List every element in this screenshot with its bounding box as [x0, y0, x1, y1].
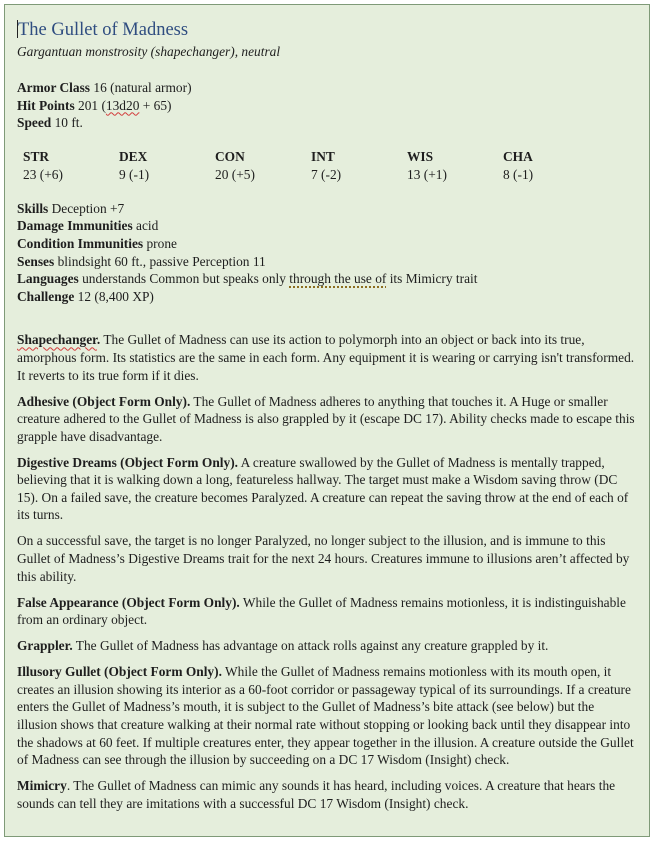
- ability-wis: [407, 148, 503, 184]
- armor-class-value: 16 (natural armor): [90, 80, 192, 95]
- languages-value-end: its Mimicry trait: [386, 271, 478, 287]
- challenge: [17, 288, 637, 306]
- trait-adhesive: [17, 393, 637, 446]
- ability-name: INT: [311, 148, 335, 164]
- trait-text: . The Gullet of Madness can mimic any sounds it has heard, including voices. A creature that hears the sounds can tell they are imitations with a successful DC 17 Wisdom (Insight) check.: [17, 778, 616, 811]
- ability-scores: [17, 148, 637, 184]
- ability-score: 8 (-1): [503, 166, 534, 182]
- speed: [17, 114, 637, 132]
- trait-name: Adhesive (Object Form Only).: [17, 393, 191, 409]
- trait-text: The Gullet of Madness has advantage on attack rolls against any creature grappled by it.: [72, 638, 549, 654]
- trait-digestive-dreams-cont: [17, 532, 637, 585]
- trait-text: While the Gullet of Madness remains motionless, it is indistinguishable from an ordinary object.: [17, 594, 626, 628]
- trait-text: A creature swallowed by the Gullet of Madness is mentally trapped, believing that it is walking down a long, featureless hallway. The target must make a Wisdom saving throw (DC 15). On a failed save, the creature becomes Paralyzed. A creature can repeat the saving throw at the end of each of its turns.: [17, 454, 629, 523]
- senses-value: blindsight 60 ft., passive Perception 11: [54, 253, 266, 269]
- monster-name[interactable]: [17, 19, 637, 41]
- damage-immunities-label: Damage Immunities: [17, 218, 133, 234]
- ability-score: 13 (+1): [407, 166, 447, 182]
- ability-score: 23 (+6): [23, 166, 63, 182]
- skills-label: Skills: [17, 200, 49, 216]
- speed-value: 10 ft.: [51, 115, 83, 131]
- properties: [17, 200, 637, 306]
- damage-immunities-value: acid: [132, 218, 159, 234]
- ability-name: WIS: [407, 148, 434, 164]
- trait-name: Digestive Dreams (Object Form Only).: [17, 454, 239, 470]
- ability-score: 9 (-1): [119, 166, 150, 182]
- languages-label: Languages: [17, 271, 79, 287]
- basic-stats: [17, 79, 637, 132]
- armor-class: [17, 79, 637, 97]
- languages: [17, 270, 637, 288]
- ability-score: 20 (+5): [215, 166, 255, 182]
- senses-label: Senses: [17, 253, 55, 269]
- challenge-label: Challenge: [17, 288, 75, 304]
- skills-value: Deception +7: [48, 200, 125, 216]
- trait-grappler: [17, 637, 637, 655]
- hit-points-bonus: + 65): [139, 97, 172, 113]
- monster-type: Gargantuan monstrosity (shapechanger), neutral: [17, 44, 281, 59]
- grammar-suggestion[interactable]: through the use of: [289, 271, 387, 287]
- condition-immunities-value: prone: [143, 235, 177, 251]
- trait-name: Grappler.: [17, 638, 73, 654]
- traits: [17, 331, 637, 812]
- challenge-value: 12 (8,400 XP): [74, 288, 154, 304]
- hit-points-label: Hit Points: [17, 97, 75, 113]
- trait-name-period: .: [96, 332, 101, 348]
- damage-immunities: [17, 217, 637, 235]
- ability-int: [311, 148, 407, 184]
- trait-name: Mimicry: [17, 778, 67, 794]
- condition-immunities-label: Condition Immunities: [17, 235, 144, 251]
- armor-class-label: Armor Class: [17, 80, 91, 95]
- trait-digestive-dreams: [17, 454, 637, 524]
- hit-points: [17, 97, 637, 115]
- ability-name: DEX: [119, 148, 148, 164]
- trait-name: False Appearance (Object Form Only).: [17, 594, 240, 610]
- trait-shapechanger: [17, 331, 637, 384]
- monster-name-text: The Gullet of Madness: [18, 20, 189, 40]
- trait-text: On a successful save, the target is no longer Paralyzed, no longer subject to the illusion, and is immune to this Gullet of Madness’s Digestive Dreams trait for the next 24 hours. Creatures immune to illusions aren’t affected by this ability.: [17, 533, 630, 584]
- trait-text: The Gullet of Madness adheres to anything that touches it. A Huge or smaller creature adhered to the Gullet of Madness is also grappled by it (escape DC 17). Ability checks made to escape this grapple have disadvantage.: [17, 393, 635, 444]
- trait-name[interactable]: Shapechanger: [17, 332, 97, 348]
- speed-label: Speed: [17, 115, 52, 131]
- ability-name: CON: [215, 148, 245, 164]
- ability-name: CHA: [503, 148, 533, 164]
- trait-illusory-gullet: [17, 663, 637, 769]
- ability-str: [23, 148, 119, 184]
- hit-points-value: 201 (: [74, 97, 106, 113]
- condition-immunities: [17, 235, 637, 253]
- trait-name: Illusory Gullet (Object Form Only).: [17, 664, 222, 680]
- languages-value: understands Common but speaks only: [78, 271, 290, 287]
- skills: [17, 200, 637, 218]
- ability-score: 7 (-2): [311, 166, 342, 182]
- ability-con: [215, 148, 311, 184]
- trait-text: The Gullet of Madness can use its action to polymorph into an object or back into its true, amorphous form. Its statistics are the same in each form. Any equipment it is wearing or carrying isn't transformed. It reverts to its true form if it dies.: [17, 332, 635, 383]
- senses: [17, 253, 637, 271]
- trait-text: While the Gullet of Madness remains motionless with its mouth open, it creates an illusion showing its interior as a 60-foot corridor or passageway typical of its surroundings. If a creature enters the Gullet of Madness’s mouth, it is subject to the Gullet of Madness’s bite attack (see below) but the illusion shows that creature walking at their normal rate without stopping or looking back until they disappear into the shadows at 60 feet. If multiple creatures enter, they appear together in the illusion. A creature outside the Gullet of Madness can see through the illusion by succeeding on a DC 17 Wisdom (Insight) check.: [17, 664, 634, 768]
- hit-dice-misspelled[interactable]: 13d20: [105, 97, 140, 113]
- trait-mimicry: [17, 777, 637, 812]
- ability-dex: [119, 148, 215, 184]
- stat-block: [4, 4, 650, 837]
- ability-cha: [503, 148, 599, 184]
- trait-false-appearance: [17, 594, 637, 629]
- ability-name: STR: [23, 148, 50, 164]
